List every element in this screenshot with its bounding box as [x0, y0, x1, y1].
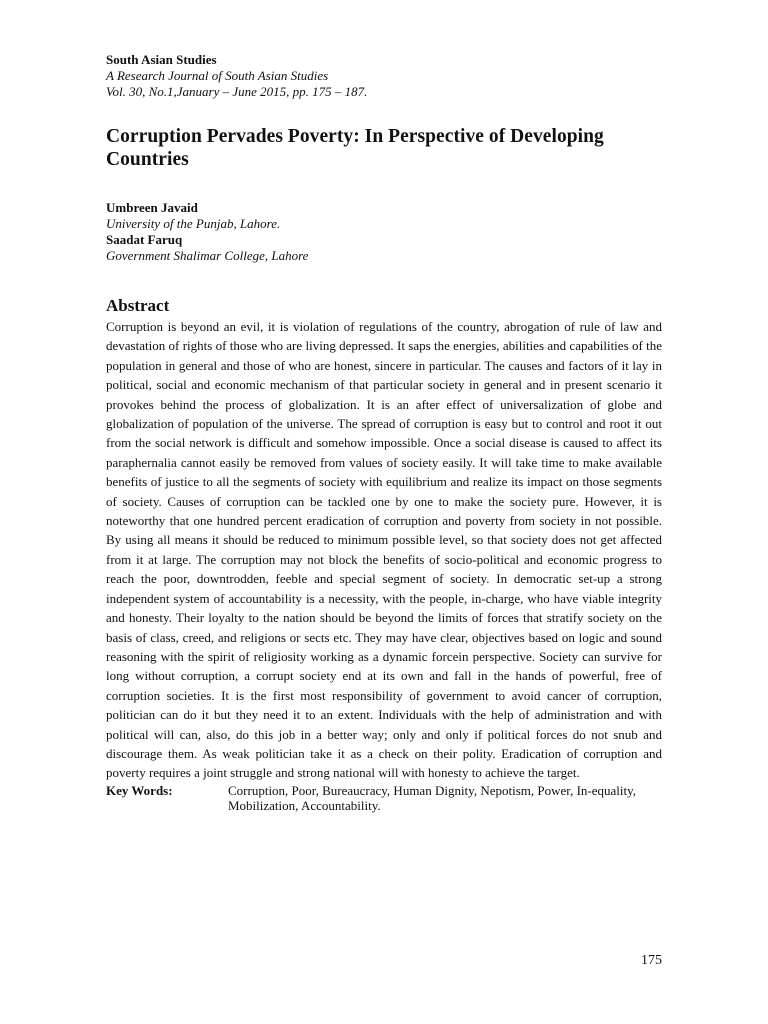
author-name-2: Saadat Faruq	[106, 232, 183, 247]
author-list	[106, 200, 662, 264]
journal-header	[106, 52, 662, 100]
author-affiliation-1: University of the Punjab, Lahore.	[106, 216, 281, 231]
journal-subtitle: A Research Journal of South Asian Studies	[106, 68, 329, 83]
article-title: Corruption Pervades Poverty: In Perspective of Developing Countries	[106, 126, 604, 170]
page-number: 175	[641, 953, 662, 968]
keywords-label: Key Words:	[106, 782, 173, 798]
abstract-heading: Abstract	[106, 296, 170, 315]
journal-volume-info: Vol. 30, No.1,January – June 2015, pp. 175 – 187.	[106, 84, 368, 99]
author-affiliation-2: Government Shalimar College, Lahore	[106, 248, 309, 263]
journal-name: South Asian Studies	[106, 52, 217, 67]
paper-page	[106, 52, 662, 813]
keywords-block	[106, 783, 662, 813]
abstract-text: Corruption is beyond an evil, it is violation of regulations of the country, abrogation of rule of law and devastation of rights of those who are living depressed. It saps the energies, abilities and capabilities of the population in general and those of who are honest, sincere in particular. The causes and factors of it lay in political, social and economic mechanism of that particular society in general and in present scenario it provokes behind the process of globalization. It is an after effect of universalization of globe and globalization of population of the universe. The spread of corruption is easy but to control and root it out from the social network is difficult and somehow impossible. Once a social disease is caused to affect its paraphernalia cannot easily be removed from values of society easily. It will take time to make available benefits of justice to all the segments of society with equilibrium and realize its impact on those segments of society. Causes of corruption can be tackled one by one to make the society pure. However, it is noteworthy that one hundred percent eradication of corruption and poverty from society in not possible. By using all means it should be reduced to minimum possible level, so that society does not get affected from it at large. The corruption may not block the benefits of socio-political and economic progress to reach the poor, downtrodden, feeble and special segment of society. In democratic set-up a strong independent system of accountability is a necessity, with the people, in-charge, who have viable integrity and honesty. Their loyalty to the nation should be beyond the limits of forces that stratify society on the basis of class, creed, and religions or sects etc. They may have clear, objectives based on logic and sound reasoning with the spirit of religiosity working as a dynamic forcein perspective. Society can survive for long without corruption, a corrupt society end at its own and fall in the hands of powerful, free of corruption societies. It is the first most responsibility of government to avoid cancer of corruption, politician can do it but they need it to an extent. Individuals with the help of administration and with political will can, also, do this job in a better way; only and only if political forces do not snub and discourage them. As weak politician take it as a check on their polity. Eradication of corruption and poverty requires a joint struggle and strong national will with honesty to achieve the target.	[106, 319, 662, 781]
author-name-1: Umbreen Javaid	[106, 200, 198, 215]
keywords-text: Corruption, Poor, Bureaucracy, Human Dignity, Nepotism, Power, In-equality, Mobilization, Accountability.	[228, 782, 637, 813]
